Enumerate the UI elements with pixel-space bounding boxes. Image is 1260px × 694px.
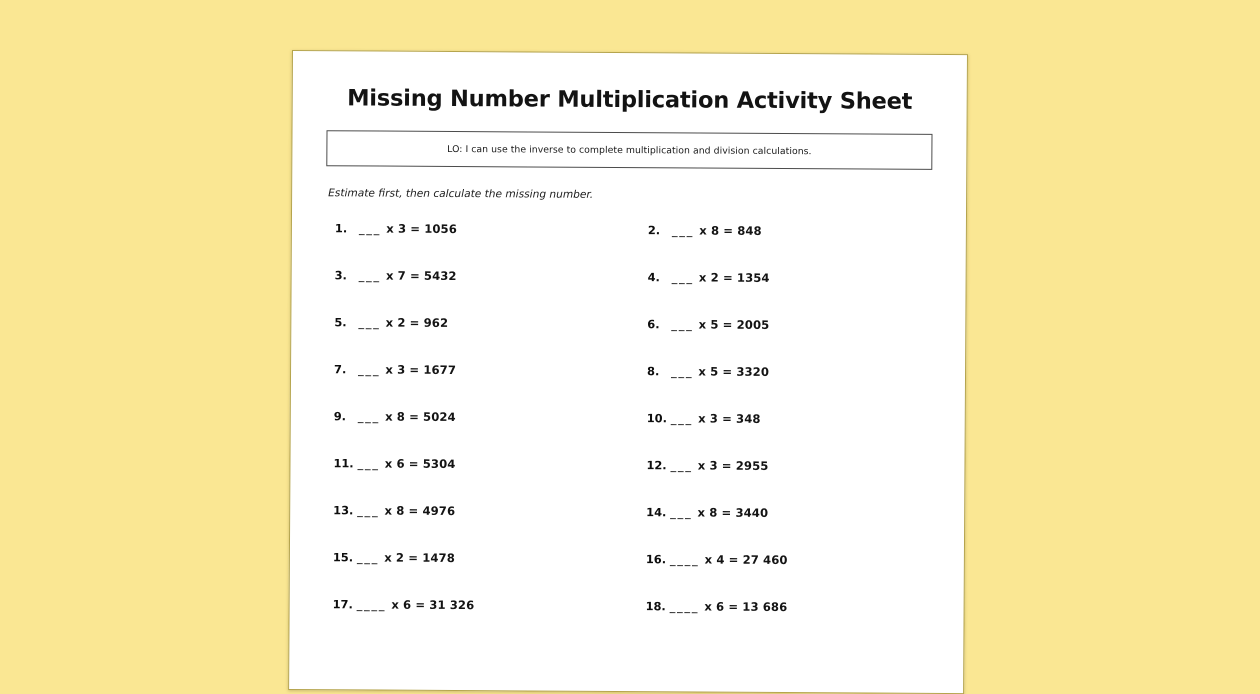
question-number: 18.	[645, 599, 666, 614]
question-expression: x 2 = 962	[385, 315, 449, 330]
question-equation	[670, 599, 788, 614]
answer-blank[interactable]: ____	[669, 552, 700, 567]
question-item	[325, 268, 628, 317]
answer-blank[interactable]: ___	[357, 456, 380, 471]
question-expression: x 8 = 848	[699, 223, 762, 238]
question-number: 13.	[333, 503, 354, 518]
answer-blank[interactable]: ___	[358, 221, 382, 236]
answer-blank[interactable]: ___	[670, 458, 693, 473]
answer-blank[interactable]: ___	[357, 409, 381, 424]
question-number: 11.	[333, 456, 354, 471]
question-expression: x 3 = 1056	[386, 221, 457, 237]
question-expression: x 2 = 1478	[384, 550, 455, 566]
question-expression: x 8 = 5024	[385, 409, 456, 425]
question-expression: x 4 = 27 460	[704, 552, 788, 568]
answer-blank[interactable]: ___	[670, 411, 694, 426]
question-equation	[357, 550, 455, 565]
question-equation	[358, 362, 456, 377]
question-item	[325, 315, 628, 364]
answer-blank[interactable]: ___	[356, 550, 380, 565]
question-equation	[359, 268, 457, 283]
question-equation	[672, 270, 770, 285]
question-equation	[671, 364, 769, 379]
question-number: 3.	[334, 268, 347, 283]
answer-blank[interactable]: ___	[358, 315, 381, 330]
question-expression: x 6 = 5304	[384, 456, 456, 472]
question-expression: x 2 = 1354	[698, 270, 770, 285]
question-number: 8.	[647, 364, 660, 379]
question-item	[627, 458, 930, 507]
question-expression: x 3 = 1677	[385, 362, 457, 378]
question-item	[627, 552, 930, 601]
question-expression: x 3 = 2955	[697, 458, 769, 473]
question-item	[326, 221, 629, 270]
question-number: 2.	[647, 223, 661, 238]
question-number: 1.	[334, 221, 348, 236]
answer-blank[interactable]: ____	[356, 597, 387, 612]
question-item	[628, 411, 931, 460]
question-equation	[359, 221, 457, 236]
question-number: 17.	[332, 597, 353, 612]
question-expression: x 5 = 3320	[698, 364, 770, 379]
learning-objective-text: LO: I can use the inverse to complete multiplication and division calculations.	[447, 143, 812, 157]
question-item	[628, 270, 931, 319]
answer-blank[interactable]: ___	[671, 223, 695, 238]
question-equation	[670, 505, 768, 520]
question-expression: x 7 = 5432	[385, 268, 457, 284]
question-equation	[357, 503, 455, 518]
question-item	[323, 597, 626, 646]
question-equation	[357, 597, 475, 612]
question-item	[324, 503, 627, 552]
question-item	[629, 223, 932, 272]
question-equation	[671, 411, 761, 426]
question-number: 4.	[647, 270, 660, 285]
question-item	[626, 599, 929, 648]
answer-blank[interactable]: ___	[671, 364, 694, 379]
question-expression: x 5 = 2005	[698, 317, 770, 332]
question-number: 9.	[333, 409, 347, 424]
question-number: 5.	[334, 315, 347, 330]
question-grid	[323, 221, 932, 648]
question-expression: x 8 = 3440	[697, 505, 769, 520]
learning-objective-box	[326, 130, 932, 170]
question-item	[324, 550, 627, 599]
question-item	[324, 456, 627, 505]
question-item	[628, 364, 931, 413]
question-expression: x 6 = 31 326	[391, 597, 475, 613]
question-item	[325, 362, 628, 411]
answer-blank[interactable]: ___	[670, 505, 693, 520]
question-equation	[358, 409, 456, 424]
question-number: 10.	[646, 411, 667, 426]
question-equation	[671, 317, 769, 332]
question-number: 15.	[332, 550, 354, 565]
question-item	[325, 409, 628, 458]
question-expression: x 6 = 13 686	[704, 599, 788, 615]
worksheet-content	[289, 51, 967, 693]
question-equation	[670, 552, 788, 567]
question-number: 6.	[647, 317, 660, 332]
answer-blank[interactable]: ___	[358, 268, 381, 283]
answer-blank[interactable]: ___	[671, 317, 694, 332]
question-equation	[670, 458, 768, 473]
question-item	[628, 317, 931, 366]
instruction-text: Estimate first, then calculate the missing number.	[328, 187, 594, 201]
answer-blank[interactable]: ___	[671, 270, 694, 285]
question-expression: x 3 = 348	[698, 411, 761, 426]
answer-blank[interactable]: ___	[358, 362, 381, 377]
question-equation	[357, 456, 455, 471]
question-number: 12.	[646, 458, 667, 473]
answer-blank[interactable]: ____	[669, 599, 700, 614]
question-item	[627, 505, 930, 554]
question-expression: x 8 = 4976	[384, 503, 456, 519]
question-number: 16.	[645, 552, 667, 567]
page-title: Missing Number Multiplication Activity Sheet	[347, 85, 913, 115]
question-equation	[358, 315, 448, 330]
question-number: 7.	[334, 362, 347, 377]
question-equation	[672, 223, 762, 238]
answer-blank[interactable]: ___	[357, 503, 380, 518]
question-number: 14.	[646, 505, 667, 520]
worksheet-page	[288, 50, 968, 694]
